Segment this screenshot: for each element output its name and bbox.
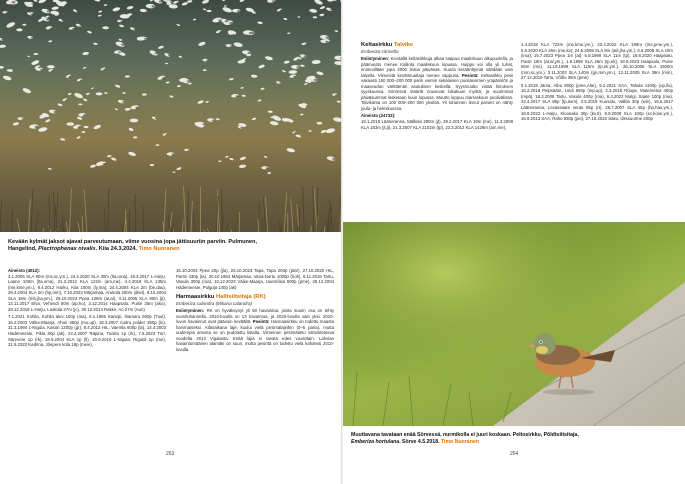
flock-illustration [0,0,342,232]
occurrence-text: Keväällä keltasirkkuja alkaa saapua maaliskuun alkupuolella, ja päämuutto menee Kalliota maaliskuun lopussa. Huippu voi olla yli tuhat, enimmillään jopa 2000 lintua päivässä. Suuria keräänttymiä nähdään vain talvella. Viimeistä kevätmuuttaja menee vappuna. [361,56,513,78]
species-fi-name: Harmaasirkku [176,294,215,301]
species-local-name: Talvike [393,42,414,48]
caption-photographer: Timo Nuoranen [138,245,180,252]
left-column-2 [176,268,334,355]
caption-location-date: . Kiia 24.3.2024. [95,245,139,252]
breeding-text: Harmaasirkku on todettu maasta harvinaiseksi. Atlasaikana lajin kuului vielä pesimälajeihin (0–5 paria), mutta uudempia arvioita se on pudotettu listalta. Viimeinen pesimätieto vahvistetussa vuodelta 2013 Vigalasta. Enää lajia ei tavata edes vuosittain. Lahvian havaintomäärien alamäki on suuri, mutta pesintä on todettu vielä kahdesti 2010-luvulla. [176,319,334,353]
caption-location-date: . Sörve 4.5.2018. [399,438,441,445]
species-heading-yellowhammer [361,42,513,49]
breeding-label: Pesintä: [461,72,479,78]
species-sci-name: Emberiza citrinella [361,49,399,54]
species-sci-name: Emberiza calandra (Miliaria calandra) [176,301,253,307]
occurrence-label: Esiintyminen: [176,308,205,314]
left-photo-caption [8,239,338,253]
species-local-name: Halltsiltsitaja (RK) [215,294,266,301]
species-heading-corn-bunting [176,294,334,301]
breeding-text: Keltasirkku pesii vakaasti 150 000–200 000 parin voimin sekalaisen puoliavoimen ympäristön ja maaseudun värittämän asutuksen keskellä. Syysmuutto viirää hiiruksen syyskuussa. Sörvessä määrät nousevat lokakuun myötä, ja suurimmat päiväsummat lasketaan kuun lopussa. Muutto loppuu marraskuun puolivälissä. Talvikanta on 100 000–200 000 yksilöä. Yli tuhannen linnut parviet on nähty joulu- ja helmikuussa. [361,72,513,111]
ortolan-bunting-photo [343,222,685,426]
occurrence-text: RK on hyväksynyt yli 50 havaintoa, joista suurin osa on tehty vuosituhannella. 2010-luvulla on 13 havaintoa, ja 2020-luvulla vain yksi. 2010-luvun havainnot ovat pääosin keväältä. [176,308,334,325]
right-photo-caption [351,432,681,445]
caption-fi-name: Hangelind, [8,245,39,252]
caption-text: Muuttavana tavataan enää Sörvessä, nurmikolla ei juuri koskaan. Peltosirkku, Põldtsiitsitaja, [351,432,579,438]
right-column-1 [361,42,513,132]
left-column-1 [8,268,166,350]
data-observations: 19.1.2018 Lääneranna, Mälküla 280m (jt), 28.2.2017 KLA 19m (me), 11.3.2008 KLA 153m (jt,jt), 21.3.2007 KLA 2102m (tp), 23.3.2012 KLA 1429m (am,me), [361,119,513,130]
data-observations-flocks: 5.1.2019 Järva, Albu 800p (pme,Alar), 5.2.2021 SAA, Tahula 1100p (up,llu), 16.2.2018 Pelpsääre, Undi 550p (mp,up), 2.3.2018 Rõuge, Mutemetsa 400p (mpä), 18.3.2008 Tartu, Vasula 400p (roa), 6.4.2022 Mulgi, Saate 100p (ma), 22.4.2017 SLA 95p (tp,asm), 3.5.2019 Kuusalu, Valkla 30p (win), 16.6.2017 Lääneranna, Levassaare seutu 65p (rt), 26.7.2007 SLA 45p (hp,hau,ym.), 18.8.2022 L-Harju, Kloosaku 30p (kv,0), 8.9.2008 SLA 100p (sc,kose,ym.), 16.9.2013 SAA, Raho 830p (pio), 27.10.2022 Saku, Ükssuurme 200p [521,82,673,122]
right-column-2 [521,42,673,124]
caption-photographer: Timo Nuoranen [440,438,479,445]
data-observations-cont: 1.4.2018 KLA 722m (me,kme,ym.), 23.4.2022 KLA 198m (me,pme,ym.), 5.5.2020 KLA 26m (me,kv); 24.5.2009 SLA 8m (atil,jha,ym.), 6.6.2008 SLA 10m (ima), 15.7.2023 Ppea 1m (at), 6.8.1999 SLA 11m (tp), 18.8.2020 Haapsalu, Puise 18m (at,al,ym.), 1.9.1999 SLA 26m (tp,ek), 18.9.2023 Haapsalu, Puise 65m (me), 11.10.1999 SLA 115m (tp,ek,ym.), 26.10.2006 SLA 1500m (mm,sc,ym.), 3.11.2003 SLA 140m (gn,mm,ym.), 12.11.2005 SLA 39m (mm), 27.12.2019 Tartu, Võõlu 35m (pme) [521,42,673,81]
species-fi-name: Keltasirkku [361,42,393,48]
caption-text: Kevään kylmät jaksot ajavat parveutumaan, viime vuosina jopa jättisuuriin parviin. Pulmunen, [8,239,258,245]
occurrence-label: Esiintyminen: [361,56,390,61]
page-number-right: 264 [510,451,519,457]
data-observations: 3.1.2006 SLA 90m (ms,sc,ym.), 24.2.2020 SLA 30m (lta,oma), 18.3.2017 L-Harju, Laane 100m (lta,oma), 21.3.2012 KLA 122m (am,me), 4.4.2018 KLA 135m (me,kme,ym.), 9.4.2012 Harku, Kiia 100m (ly,ma), 24.4.2004 KLA 2m (be,dau), 29.4.2004 SLA 2m (hp,mm), 7.10.2023 Märjamaa, Aruküla 250m (ditel), 9.10.2004 SLA 18m (mb,jha,ym.), 29.10.2023 Ppea 128m (at,al), 3.11.2005 KLA 90m (jt), 13.11.2017 Elva, Vehendi 80m (ap,ho), 2.12.2014 Haapsalu, Puise 35m (ako), 28.12.2015 L-Harju, Laoküla 27m (jc), 30.12.2014 Rakke, Ao 27m (Aun) [8,273,166,312]
data-observations-cont: 15.10.2003 Ppea 20p (jla), 25.10.2023 Tapa, Tapa 200p (ptar), 27.10.2020 HIL, Partsi 430p (la), 30.10.1963 Märjamaa, Vana-Nurtu 1000p (holt), 6.11.2016 Tartu, Vasula 300p (roa), 10.12.2023 Väike-Maarja, Uuemõisa 500p (pme), 29.12.2004 Hädemeeste, Pulgoja 140p (ak) [176,268,334,290]
caption-sci-name: Plectrophenax nivalis [38,245,96,252]
data-heading: Aineisto (24732): [361,113,396,119]
right-page [343,0,685,484]
bunting-illustration [343,222,685,426]
data-observations-flocks: 7.1.2021 Kohila, Kohila alev 100p (ma), 8.1.1965 Kanepi, Ihamaru 500p (Tuul), 16.2.2003 Väike-Maarja, Ahuri 350p (mo,up), 18.3.2007 Audru polder 350p (lu), 31.3.1994 L-Nigula, Kasari 1200p (gr), 8.4.2012 HIL, Vaemla 600p (la), 14.4.2003 Hädemeeste, Pikla 80p (ak), 24.4.2007 Räpina, Toolse 1p (rk), 7.5.2023 Türi, Särevere 1p (rk), 19.9.2004 KLA 1p (ll), 20.9.2019 L-Nigula, Riguldi 1p (me), 21.9.2022 Kadrina, Jõepere küla 18p (meie), [8,314,166,348]
page-number-left: 263 [166,451,175,457]
left-page [0,0,342,484]
caption-sci-name: Emberiza hortulana [351,438,400,445]
snow-bunting-flock-photo [0,0,342,232]
data-heading: Aineisto (4012): [8,268,40,273]
breeding-label: Pesintä: [252,319,270,325]
